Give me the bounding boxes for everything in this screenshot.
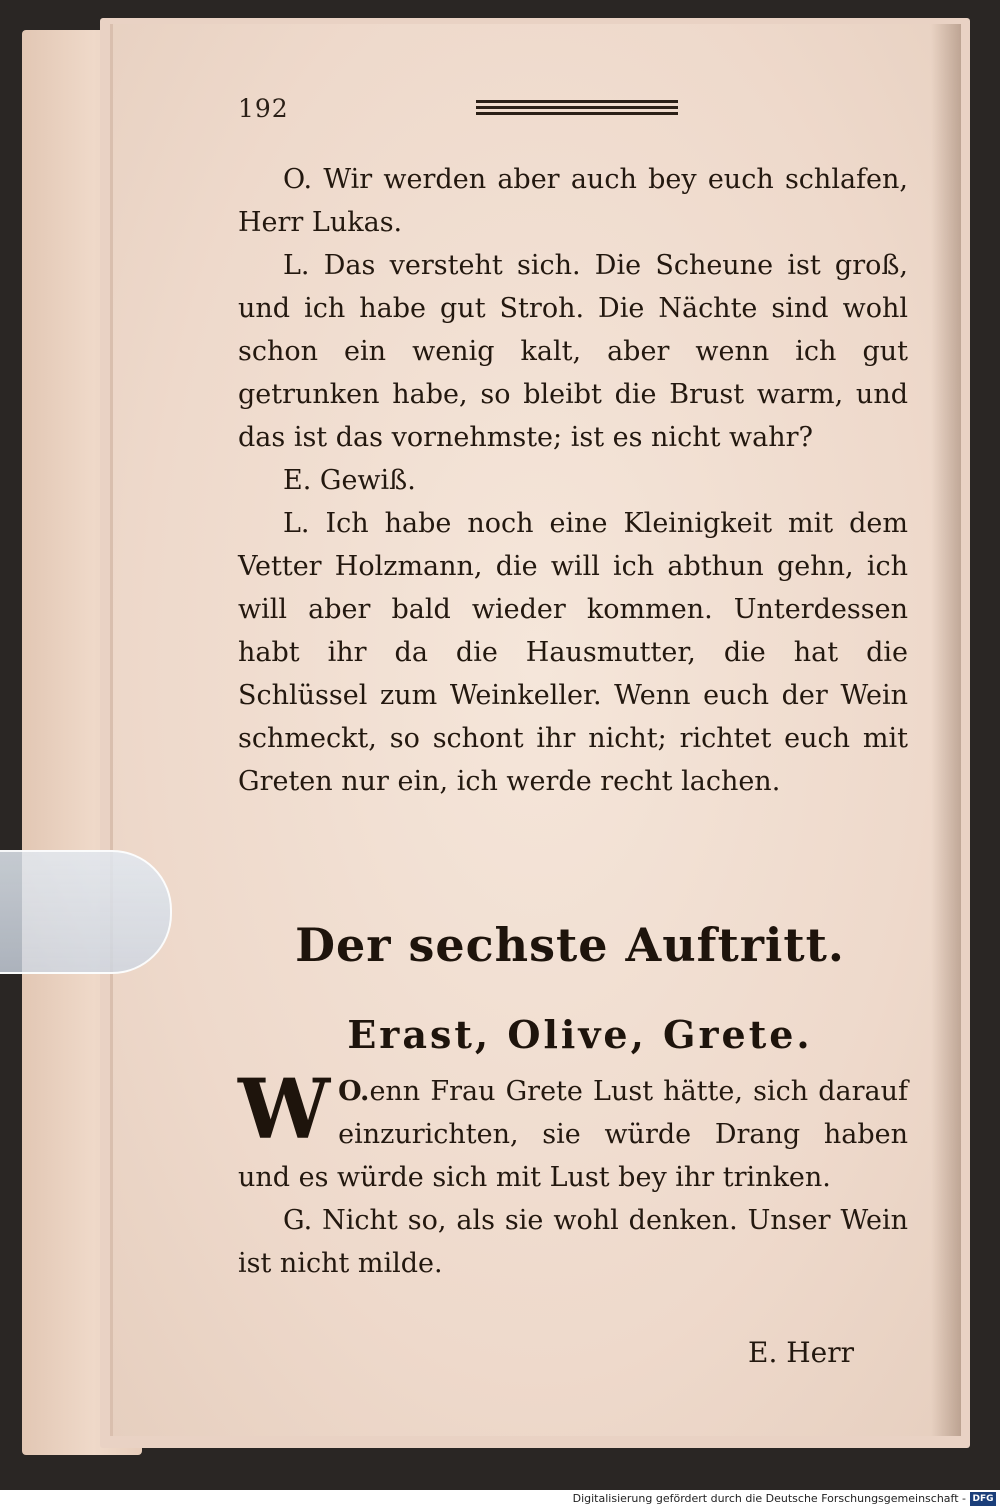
dialogue-paragraph: L. Das versteht sich. Die Scheune ist groß, und ich habe gut Stroh. Die Nächte sind wohl schon ein wenig kalt, aber wenn ich gut getrunken habe, so bleibt die Brust warm, und das ist das vornehmste; ist es nicht wahr? bbox=[238, 250, 908, 453]
dialogue-paragraph: L. Ich habe noch eine Kleinigkeit mit dem Vetter Holzmann, die will ich abthun gehn, ich will aber bald wieder kommen. Unterdessen habt ihr da die Hausmutter, die hat die Schlüssel zum Weinkeller. Wenn euch der Wein schmeckt, so schont ihr nicht; richtet euch mit Greten nur ein, ich werde recht lachen. bbox=[238, 508, 908, 797]
dfg-logo: DFG bbox=[970, 1492, 996, 1506]
dialogue-block-2 bbox=[238, 1062, 908, 1285]
dialogue-paragraph: G. Nicht so, als sie wohl denken. Unser Wein ist nicht milde. bbox=[238, 1205, 908, 1279]
footer-credit: Digitalisierung gefördert durch die Deutsche Forschungsgemeinschaft - bbox=[572, 1492, 966, 1505]
drop-cap: W bbox=[238, 1062, 331, 1158]
paragraph-text: enn Frau Grete Lust hätte, sich darauf einzurichten, sie würde Drang haben und es würde sich mit Lust bey ihr trinken. bbox=[238, 1076, 908, 1193]
dialogue-paragraph: E. Gewiß. bbox=[283, 465, 416, 496]
page-number: 192 bbox=[238, 94, 289, 123]
dialogue-block-1 bbox=[238, 158, 908, 803]
speaker-label: O. bbox=[338, 1076, 370, 1107]
dialogue-paragraph-dropcap bbox=[238, 1062, 908, 1199]
page-gutter-shadow bbox=[931, 24, 961, 1436]
plastic-bookmark bbox=[0, 850, 172, 974]
dialogue-paragraph: O. Wir werden aber auch bey euch schlafen, Herr Lukas. bbox=[238, 164, 908, 238]
scene-persons: Erast, Olive, Grete. bbox=[347, 1012, 813, 1057]
catchword: E. Herr bbox=[748, 1336, 854, 1369]
header-ornament bbox=[476, 100, 678, 120]
scene-title: Der sechste Auftritt. bbox=[295, 918, 845, 972]
